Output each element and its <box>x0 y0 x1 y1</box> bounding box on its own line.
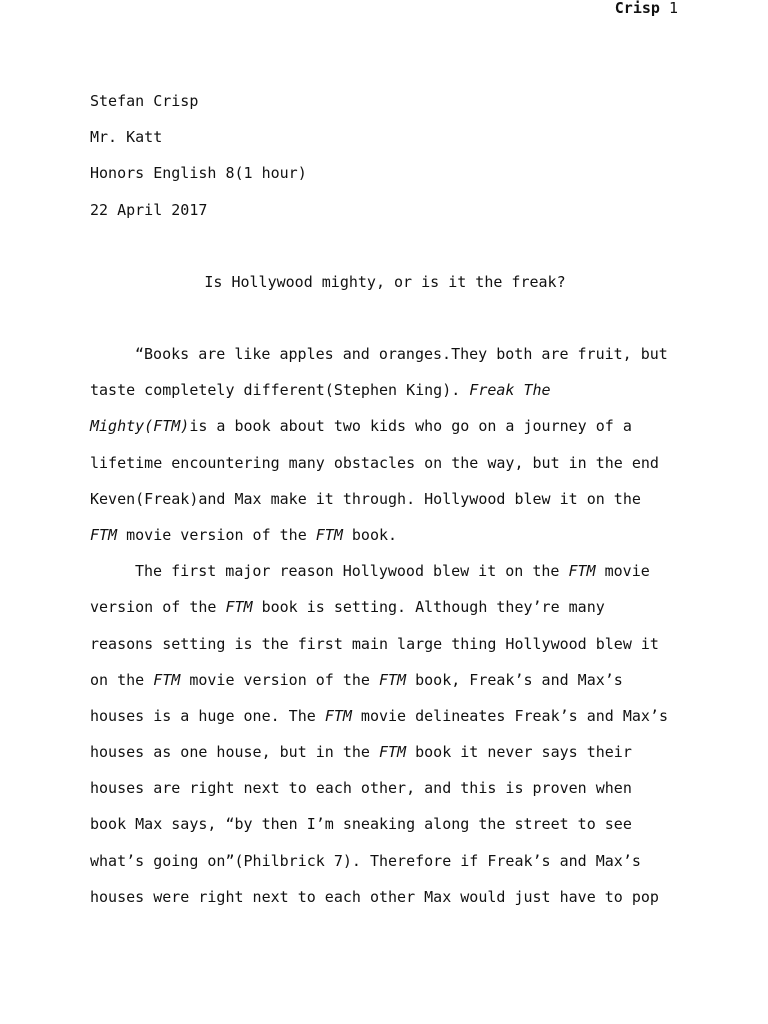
text-line <box>90 381 680 417</box>
running-header <box>615 0 678 17</box>
text-run: “Books are like apples and oranges.They both are fruit, but <box>135 345 668 363</box>
text-run: version of the <box>90 598 226 617</box>
text-line <box>90 888 680 924</box>
italic-title: FTM <box>379 670 407 689</box>
student-name: Stefan Crisp <box>90 92 199 110</box>
italic-title: FTM <box>324 706 352 725</box>
text-run: book, Freak’s and Max’s <box>406 670 623 689</box>
header-page-number: 1 <box>668 0 678 17</box>
italic-title: FTM <box>153 670 181 689</box>
text-run: book Max says, “by then I’m sneaking along the street to see <box>90 815 632 834</box>
text-run: book is setting. Although they’re many <box>252 598 605 617</box>
text-run: book it never says their <box>406 743 632 762</box>
text-line <box>90 815 680 851</box>
text-run: Keven(Freak)and Max make it through. Hollywood blew it on the <box>90 489 641 508</box>
italic-title: FTM <box>568 562 596 581</box>
text-run: houses were right next to each other Max would just have to pop <box>90 887 659 906</box>
text-line <box>90 562 680 598</box>
text-run: The first major reason Hollywood blew it on the <box>135 562 569 581</box>
text-run: is a book about two kids who go on a journey of a <box>189 417 632 436</box>
text-line <box>90 490 680 526</box>
text-run: reasons setting is the first main large thing Hollywood blew it <box>90 634 659 653</box>
essay-body <box>90 345 680 924</box>
text-run: taste completely different(Stephen King). <box>90 381 470 400</box>
essay-title: Is Hollywood mighty, or is it the freak? <box>204 273 566 291</box>
text-line <box>90 671 680 707</box>
text-line <box>90 417 680 453</box>
text-line <box>90 345 680 381</box>
italic-title: Mighty(FTM) <box>90 417 190 436</box>
italic-title: Freak The <box>469 381 551 400</box>
text-line <box>90 743 680 779</box>
text-line <box>90 526 680 562</box>
text-run: book. <box>342 525 398 544</box>
text-line <box>90 598 680 634</box>
italic-title: FTM <box>315 525 343 544</box>
text-run: lifetime encountering many obstacles on the way, but in the end <box>90 453 659 472</box>
italic-title: FTM <box>90 525 118 544</box>
teacher-name: Mr. Katt <box>90 128 163 147</box>
text-run: houses as one house, but in the <box>90 743 379 762</box>
text-run: movie version of the <box>180 670 379 689</box>
text-run: movie version of the <box>117 525 316 544</box>
text-line <box>90 635 680 671</box>
header-surname: Crisp <box>614 0 660 17</box>
text-line <box>90 454 680 490</box>
text-run: on the <box>90 670 154 689</box>
italic-title: FTM <box>378 743 407 762</box>
text-run: what’s going on”(Philbrick 7). Therefore if Freak’s and Max’s <box>90 851 641 870</box>
text-run: movie delineates Freak’s and Max’s <box>351 706 668 725</box>
text-run: houses is a huge one. The <box>90 706 325 725</box>
text-line <box>90 707 680 743</box>
course-name: Honors English 8(1 hour) <box>90 164 307 183</box>
essay-date: 22 April 2017 <box>90 200 208 219</box>
text-line <box>90 852 680 888</box>
italic-title: FTM <box>225 598 253 617</box>
text-run: houses are right next to each other, and this is proven when <box>90 779 632 798</box>
text-line <box>90 779 680 815</box>
mla-heading <box>90 92 680 237</box>
text-run: movie <box>595 562 650 581</box>
